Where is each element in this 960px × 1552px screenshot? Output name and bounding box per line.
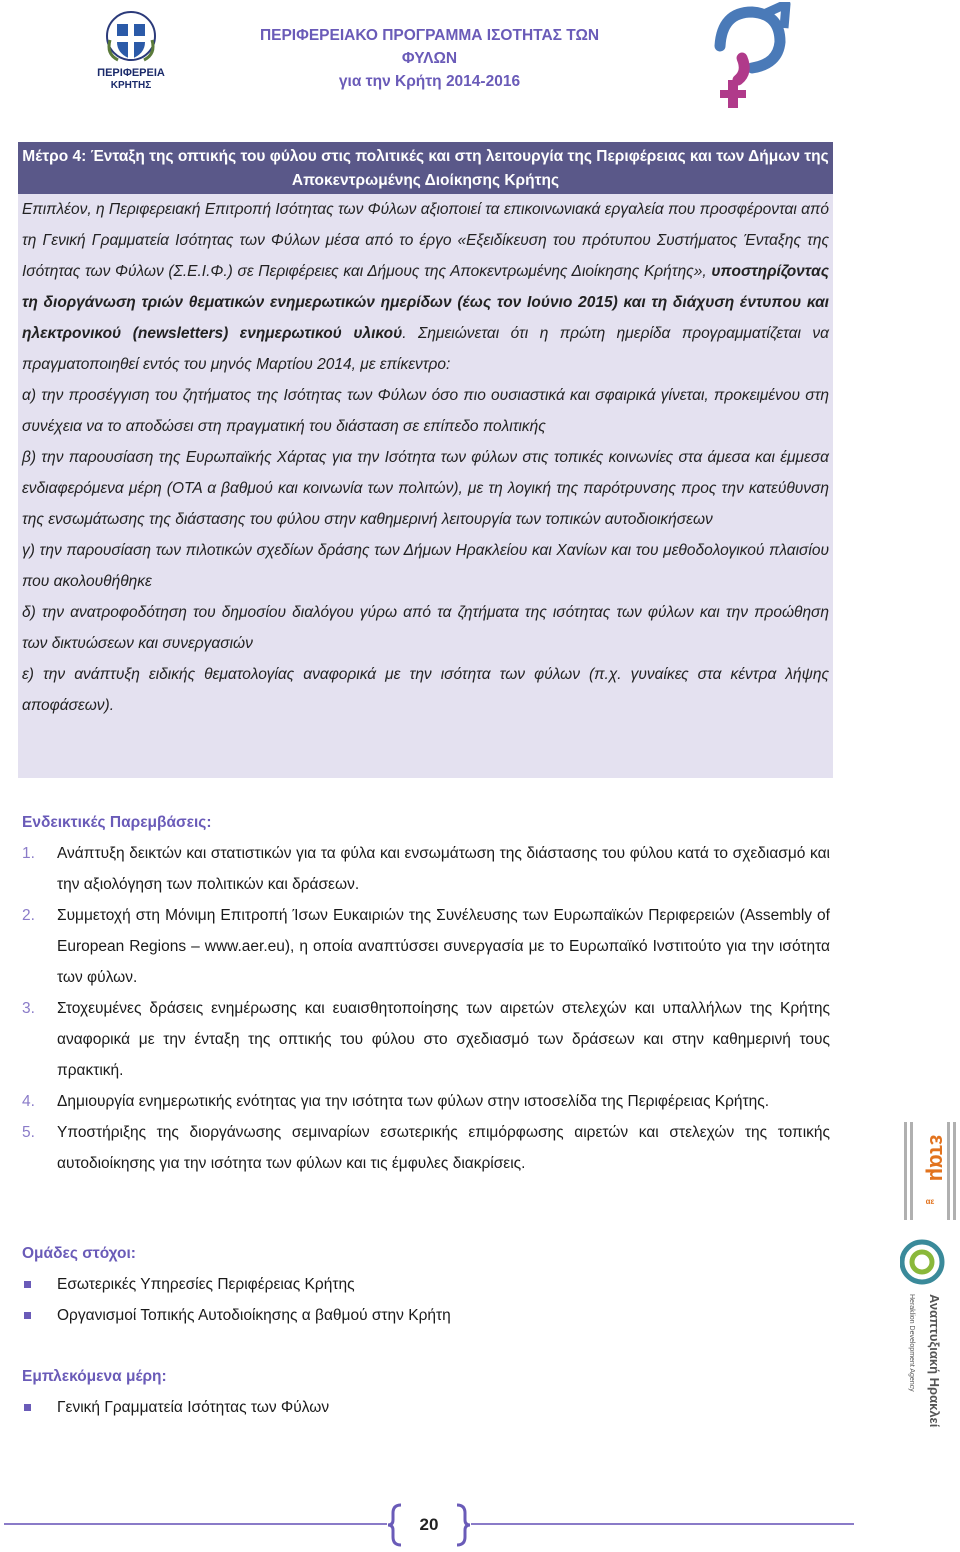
coat-of-arms-icon (88, 6, 174, 92)
intervention-item (22, 900, 830, 993)
intervention-text: Ανάπτυξη δεικτών και στατιστικών για τα φύλα και ενσωμάτωση της διάστασης του φύλου κατά το σχεδιασμό και την αξιολόγηση των πολιτικών και δράσεων. (57, 845, 830, 893)
square-bullet-icon (24, 1312, 31, 1319)
square-bullet-icon (24, 1281, 31, 1288)
program-title-line1: ΠΕΡΙΦΕΡΕΙΑΚΟ ΠΡΟΓΡΑΜΜΑ ΙΣΟΤΗΤΑΣ ΤΩΝ ΦΥΛΩΝ (259, 27, 600, 67)
interventions-heading: Ενδεικτικές Παρεμβάσεις: (22, 814, 212, 831)
logo-text-line2: ΚΡΗΤΗΣ (110, 80, 152, 91)
intervention-number: 1. (22, 845, 35, 862)
stakeholders-list (22, 1392, 830, 1423)
intervention-item (22, 993, 830, 1086)
intervention-text: Στοχευμένες δράσεις ενημέρωσης και ευαισθητοποίησης των αιρετών στελεχών και υπαλλήλων της Κρήτης αναφορικά με την ένταξη της οπτικής του φύλου στο σχεδιασμό των δράσεων και στην καθημερινή τους πρακτική. (57, 1000, 830, 1079)
gender-symbol-icon (700, 2, 800, 112)
targets-heading: Ομάδες στόχοι: (22, 1245, 136, 1262)
intervention-number: 5. (22, 1124, 35, 1141)
stakeholders-heading: Εμπλεκόμενα μέρη: (22, 1368, 167, 1385)
etam-logo (902, 1118, 958, 1226)
hda-logo-greek: Αναπτυξιακή Ηρακλείου (927, 1294, 942, 1428)
stakeholder-text: Γενική Γραμματεία Ισότητας των Φύλων (57, 1399, 330, 1416)
measure-intro (22, 194, 829, 380)
measure-intro-end: . Σημειώνεται ότι η πρώτη ημερίδα προγραμματίζεται να πραγματοποιηθεί εντός του μηνός Μαρτίου 2014, με επίκεντρο: (22, 325, 829, 373)
target-item (22, 1269, 830, 1300)
intervention-text: Συμμετοχή στη Μόνιμη Επιτροπή Ίσων Ευκαιριών της Συνέλευσης των Ευρωπαϊκών Περιφερειών (Assembly of European Regions – www.aer.eu), η οποία αναπτύσσει συνεργασία με το Ευρωπαϊκό Ινστιτούτο για την ισότητα των φύλων. (57, 907, 830, 986)
measure-point-e: ε) την ανάπτυξη ειδικής θεματολογίας αναφορικά με την ισότητα των φύλων (π.χ. γυναίκες στα κέντρα λήψης αποφάσεων). (22, 666, 829, 714)
measure-point-d: δ) την ανατροφοδότηση του δημοσίου διαλόγου γύρω από τα ζητήματα της ισότητας των φύλων και την προώθηση των δικτυώσεων και συνεργασιών (22, 604, 829, 652)
measure-point-c: γ) την παρουσίαση των πιλοτικών σχεδίων δράσης των Δήμων Ηρακλείου και Χανίων και του μεθοδολογικού πλαισίου που ακολουθήθηκε (22, 542, 829, 590)
measure-body (18, 194, 833, 721)
square-bullet-icon (24, 1404, 31, 1411)
intervention-text: Υποστήριξης της διοργάνωσης σεμιναρίων εσωτερικής επιμόρφωσης αιρετών και στελεχών της τοπικής αυτοδιοίκησης για την ισότητα των φύλων και τις έμφυλες διακρίσεις. (57, 1124, 830, 1172)
intervention-item (22, 1117, 830, 1179)
etam-logo-suffix: αε (925, 1197, 935, 1206)
measure-point-a: α) την προσέγγιση του ζητήματος της Ισότητας των Φύλων όσο πιο ουσιαστικά και σφαιρικά γίνεται, προκειμένου στη συνέχεια να το αποδώσει στη πραγματική του διάσταση σε επίπεδο πολιτικής (22, 387, 829, 435)
intervention-text: Δημιουργία ενημερωτικής ενότητας για την ισότητα των φύλων στην ιστοσελίδα της Περιφέρειας Κρήτης. (57, 1093, 770, 1110)
region-crete-logo (88, 6, 174, 92)
stakeholder-item (22, 1392, 830, 1423)
intervention-item (22, 1086, 830, 1117)
logo-text-line1: ΠΕΡΙΦΕΡΕΙΑ (97, 67, 165, 79)
program-title (232, 24, 627, 93)
heraklion-development-agency-logo (900, 1228, 958, 1428)
interventions-section (22, 807, 830, 1179)
intervention-number: 4. (22, 1093, 35, 1110)
targets-list (22, 1269, 830, 1331)
target-text: Οργανισμοί Τοπικής Αυτοδιοίκησης α βαθμού στην Κρήτη (57, 1307, 451, 1324)
target-item (22, 1300, 830, 1331)
targets-section (22, 1238, 830, 1331)
target-text: Εσωτερικές Υπηρεσίες Περιφέρειας Κρήτης (57, 1276, 355, 1293)
etam-logo-text: εταμ (925, 1134, 950, 1182)
program-title-line2: για την Κρήτη 2014-2016 (338, 73, 521, 90)
page-number: 20 (419, 1515, 439, 1534)
intervention-number: 3. (22, 1000, 35, 1017)
measure-point-b: β) την παρουσίαση της Ευρωπαϊκής Χάρτας για την Ισότητα των φύλων στις τοπικές κοινωνίες στα άμεσα και έμμεσα ενδιαφερόμενα μέρη (ΟΤΑ α βαθμού και κοινωνία των πολιτών), με τη λογική της παρότρυνσης προς την κατεύθυνση της ενσωμάτωσης της διάστασης του φύλου στην καθημερινή λειτουργία των τοπικών αυτοδιοικήσεων (22, 449, 829, 528)
intervention-number: 2. (22, 907, 35, 924)
measure-box (18, 142, 833, 778)
stakeholders-section (22, 1361, 830, 1423)
intervention-item (22, 838, 830, 900)
measure-intro-italic: Επιπλέον, η Περιφερειακή Επιτροπή Ισότητας των Φύλων αξιοποιεί τα επικοινωνιακά εργαλεία που προσφέρονται από τη Γενική Γραμματεία Ισότητας των Φύλων μέσα από το έργο «Εξειδίκευση του πρότυπου Συστήματος Ένταξης της Ισότητας των Φύλων (Σ.Ε.Ι.Φ.) σε Περιφέρειες και Δήμους της Αποκεντρωμένης Διοίκησης Κρήτης», (22, 201, 829, 280)
measure-intro-bold: υποστηρίζοντας τη διοργάνωση τριών θεματικών ενημερωτικών ημερίδων (έως τον Ιούνιο 2015) και τη διάχυση έντυπου και ηλεκτρονικού (newsletters) ενημερωτικού υλικού (22, 263, 829, 342)
hda-logo-english: Heraklion Development Agency (908, 1294, 915, 1392)
measure-title: Μέτρο 4: Ένταξη της οπτικής του φύλου στις πολιτικές και στη λειτουργία της Περιφέρειας και των Δήμων της Αποκεντρωμένης Διοίκησης Κρήτης (18, 142, 833, 194)
interventions-list (22, 838, 830, 1179)
